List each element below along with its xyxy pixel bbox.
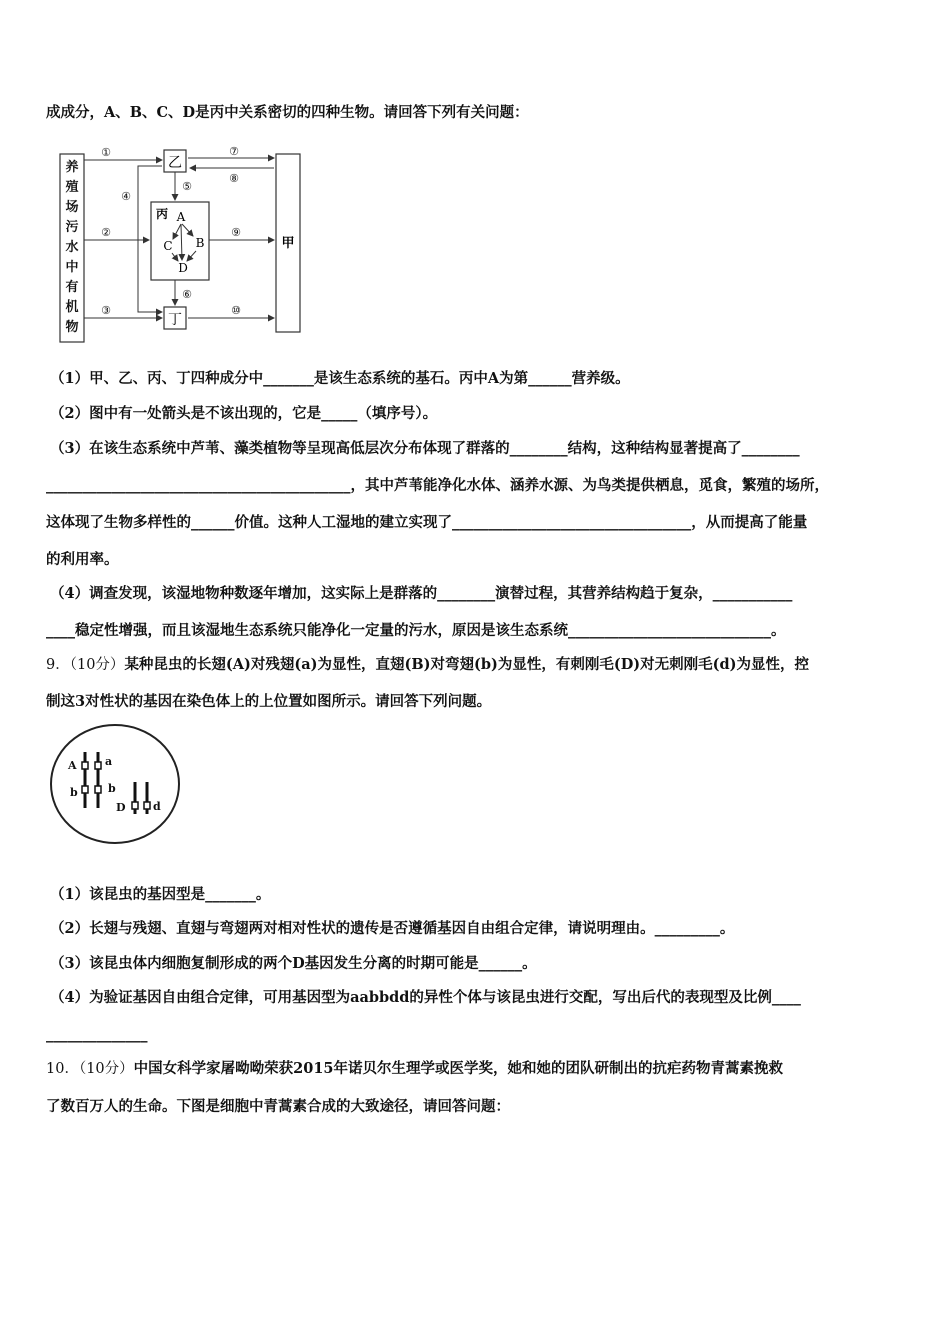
source-char: 污 bbox=[65, 220, 79, 235]
arrow-label: ⑦ bbox=[229, 145, 239, 158]
arrow-label: ⑤ bbox=[182, 180, 192, 193]
inner-a: A bbox=[176, 210, 186, 224]
gene-label-b-right: b bbox=[108, 782, 116, 795]
q8-item-1: （1）甲、乙、丙、丁四种成分中_______是该生态系统的基石。丙中A为第______营养级。 bbox=[50, 370, 630, 387]
arrow-label: ① bbox=[101, 146, 111, 159]
q8-item-2: （2）图中有一处箭头是不该出现的，它是_____（填序号）。 bbox=[50, 405, 438, 422]
gene-label-b-left: b bbox=[70, 786, 78, 799]
q9-line-1 bbox=[46, 655, 809, 675]
q8-item-3-cont3: 的利用率。 bbox=[46, 551, 119, 568]
q10-line-2: 了数百万人的生命。下图是细胞中青蒿素合成的大致途径，请回答问题： bbox=[46, 1098, 510, 1115]
q8-item-3-cont2: 这体现了生物多样性的______价值。这种人工湿地的建立实现了_________________________________，从而提高了能量 bbox=[46, 514, 808, 531]
arrow-label: ⑨ bbox=[231, 226, 241, 239]
inner-c: C bbox=[163, 239, 173, 253]
arrow-label: ⑥ bbox=[182, 288, 192, 301]
ecosystem-diagram bbox=[54, 140, 314, 350]
q9-number: 9．（10分） bbox=[46, 657, 125, 673]
q9-item-4: （4）为验证基因自由组合定律，可用基因型为aabbdd的异性个体与该昆虫进行交配，写出后代的表现型及比例____ bbox=[50, 989, 801, 1006]
source-char: 有 bbox=[65, 280, 79, 295]
q9-text-1: 某种昆虫的长翅(A)对残翅(a)为显性，直翅(B)对弯翅(b)为显性，有刺刚毛(D)对无刺刚毛(d)为显性，控 bbox=[124, 656, 810, 673]
node-ding: 丁 bbox=[168, 312, 182, 328]
gene-label-A: A bbox=[68, 759, 77, 772]
q10-text-1: 中国女科学家屠呦呦荣获2015年诺贝尔生理学或医学奖，她和她的团队研制出的抗疟药物青蒿素挽救 bbox=[133, 1060, 784, 1077]
arrow-label: ② bbox=[101, 226, 111, 239]
source-char: 养 bbox=[65, 160, 79, 175]
chromosome-cell-diagram bbox=[48, 722, 184, 848]
node-jia: 甲 bbox=[281, 236, 295, 251]
q9-item-2: （2）长翅与残翅、直翅与弯翅两对相对性状的遗传是否遵循基因自由组合定律，请说明理由。_________。 bbox=[50, 920, 735, 937]
q9-line-2: 制这3对性状的基因在染色体上的上位置如图所示。请回答下列问题。 bbox=[46, 693, 492, 710]
node-bing: 丙 bbox=[155, 207, 169, 221]
source-char: 殖 bbox=[65, 180, 79, 195]
inner-d: D bbox=[178, 261, 188, 275]
q10-number: 10．（10分） bbox=[46, 1061, 134, 1077]
source-char: 机 bbox=[65, 300, 79, 315]
gene-label-D: D bbox=[116, 801, 126, 814]
arrow-label: ④ bbox=[121, 190, 131, 203]
source-char: 中 bbox=[65, 260, 79, 275]
source-char: 场 bbox=[65, 200, 79, 215]
q9-item-3: （3）该昆虫体内细胞复制形成的两个D基因发生分离的时期可能是______。 bbox=[50, 955, 537, 972]
q8-item-4: （4）调查发现，该湿地物种数逐年增加，这实际上是群落的________演替过程，其营养结构趋于复杂，___________ bbox=[50, 585, 793, 602]
q8-item-4-cont: ____稳定性增强，而且该湿地生态系统只能净化一定量的污水，原因是该生态系统____________________________。 bbox=[46, 622, 786, 639]
q8-item-3: （3）在该生态系统中芦苇、藻类植物等呈现高低层次分布体现了群落的________结构，这种结构显著提高了________ bbox=[50, 440, 800, 457]
arrow-label: ⑧ bbox=[229, 172, 239, 185]
q10-line-1 bbox=[46, 1059, 783, 1079]
q9-item-4-cont: ______________ bbox=[46, 1026, 148, 1043]
q8-intro: 成成分，A、B、C、D是丙中关系密切的四种生物。请回答下列有关问题： bbox=[46, 104, 529, 121]
arrow-label: ⑩ bbox=[231, 304, 241, 317]
inner-b: B bbox=[195, 236, 205, 250]
arrow-label: ③ bbox=[101, 304, 111, 317]
gene-label-d: d bbox=[153, 800, 161, 813]
q9-item-1: （1）该昆虫的基因型是_______。 bbox=[50, 886, 271, 903]
source-char: 水 bbox=[65, 240, 79, 255]
node-yi: 乙 bbox=[168, 155, 182, 171]
source-char: 物 bbox=[65, 320, 79, 335]
q8-item-3-cont: __________________________________________，其中芦苇能净化水体、涵养水源、为鸟类提供栖息，觅食，繁殖的场所， bbox=[46, 477, 829, 494]
gene-label-a: a bbox=[105, 755, 113, 768]
